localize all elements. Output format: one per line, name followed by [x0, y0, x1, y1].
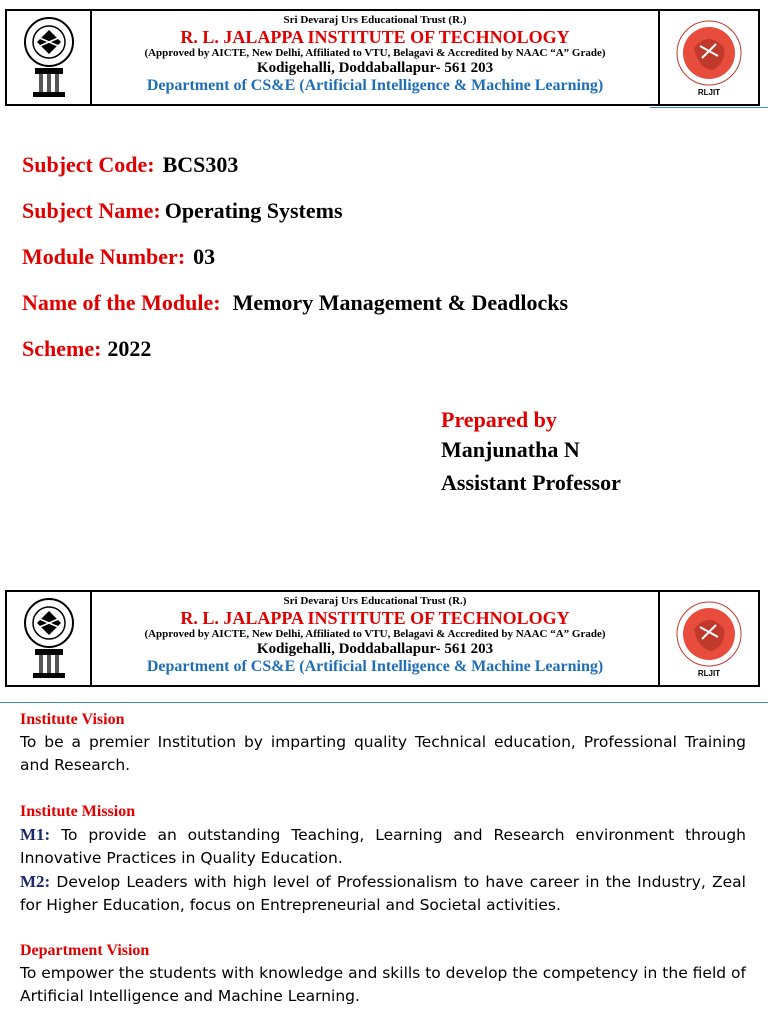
scheme-row: [22, 336, 151, 362]
institute-mission-section: [20, 800, 746, 917]
institute-emblem-logo: [7, 592, 92, 685]
prepared-by-label: Prepared by: [441, 407, 557, 432]
department-vision-title: Department Vision: [20, 942, 150, 959]
module-number-value: 03: [193, 244, 216, 269]
module-name-value: Memory Management & Deadlocks: [232, 290, 569, 315]
module-name-row: [22, 290, 568, 316]
subject-code-value: BCS303: [162, 152, 239, 177]
approval-line: (Approved by AICTE, New Delhi, Affiliated to VTU, Belagavi & Accredited by NAAC “A” Grade): [144, 628, 606, 641]
mission-m1: [20, 823, 746, 870]
institute-header-bottom: [5, 590, 760, 687]
department-logo-caption: RLJIT: [697, 669, 721, 678]
scheme-value: 2022: [107, 336, 152, 361]
institute-emblem-logo: [7, 11, 92, 104]
subject-name-label: Subject Name:: [22, 198, 161, 223]
header-divider: [0, 702, 768, 703]
module-number-row: [22, 244, 215, 270]
institute-name: R. L. JALAPPA INSTITUTE OF TECHNOLOGY: [180, 26, 570, 47]
subject-code-label: Subject Code:: [22, 152, 155, 177]
subject-name-value: Operating Systems: [164, 198, 343, 223]
mission-m2: [20, 870, 746, 917]
institute-vision-section: [20, 708, 746, 777]
module-name-label: Name of the Module:: [22, 290, 221, 315]
department-logo: [658, 11, 758, 104]
department-vision-text: To empower the students with knowledge and skills to develop the competency in the field of Artificial Intelligence and Machine Learning.: [20, 964, 746, 1005]
header-text-block: [92, 592, 658, 685]
trust-name: Sri Devaraj Urs Educational Trust (R.): [283, 14, 467, 26]
header-text-block: [92, 11, 658, 104]
department-logo: [658, 592, 758, 685]
trust-name: Sri Devaraj Urs Educational Trust (R.): [283, 595, 467, 607]
institute-mission-title: Institute Mission: [20, 803, 136, 820]
scheme-label: Scheme:: [22, 336, 102, 361]
institute-vision-text: To be a premier Institution by imparting quality Technical education, Professional Training and Research.: [20, 733, 746, 774]
department-name: Department of CS&E (Artificial Intelligence & Machine Learning): [146, 658, 604, 676]
mission-m2-text: Develop Leaders with high level of Professionalism to have career in the Industry, Zeal for Higher Education, focus on Entrepreneurial and Societal activities.: [20, 873, 746, 914]
header-divider: [650, 107, 768, 108]
institute-vision-title: Institute Vision: [20, 711, 125, 728]
module-number-label: Module Number:: [22, 244, 186, 269]
institute-header-top: [5, 9, 760, 106]
institute-address: Kodigehalli, Doddaballapur- 561 203: [256, 640, 494, 657]
institute-address: Kodigehalli, Doddaballapur- 561 203: [256, 59, 494, 76]
department-vision-section: [20, 939, 746, 1008]
institute-name: R. L. JALAPPA INSTITUTE OF TECHNOLOGY: [180, 607, 570, 628]
mission-m1-text: To provide an outstanding Teaching, Learning and Research environment through Innovative Practices in Quality Education.: [20, 826, 746, 867]
department-name: Department of CS&E (Artificial Intelligence & Machine Learning): [146, 77, 604, 95]
subject-name-row: [22, 198, 343, 224]
department-logo-caption: RLJIT: [697, 88, 721, 97]
mission-m2-label: M2:: [20, 872, 51, 891]
mission-m1-label: M1:: [20, 825, 51, 844]
approval-line: (Approved by AICTE, New Delhi, Affiliated to VTU, Belagavi & Accredited by NAAC “A” Grade): [144, 47, 606, 60]
author-designation: Assistant Professor: [441, 470, 621, 495]
author-name: Manjunatha N: [441, 437, 580, 462]
subject-code-row: [22, 152, 238, 178]
